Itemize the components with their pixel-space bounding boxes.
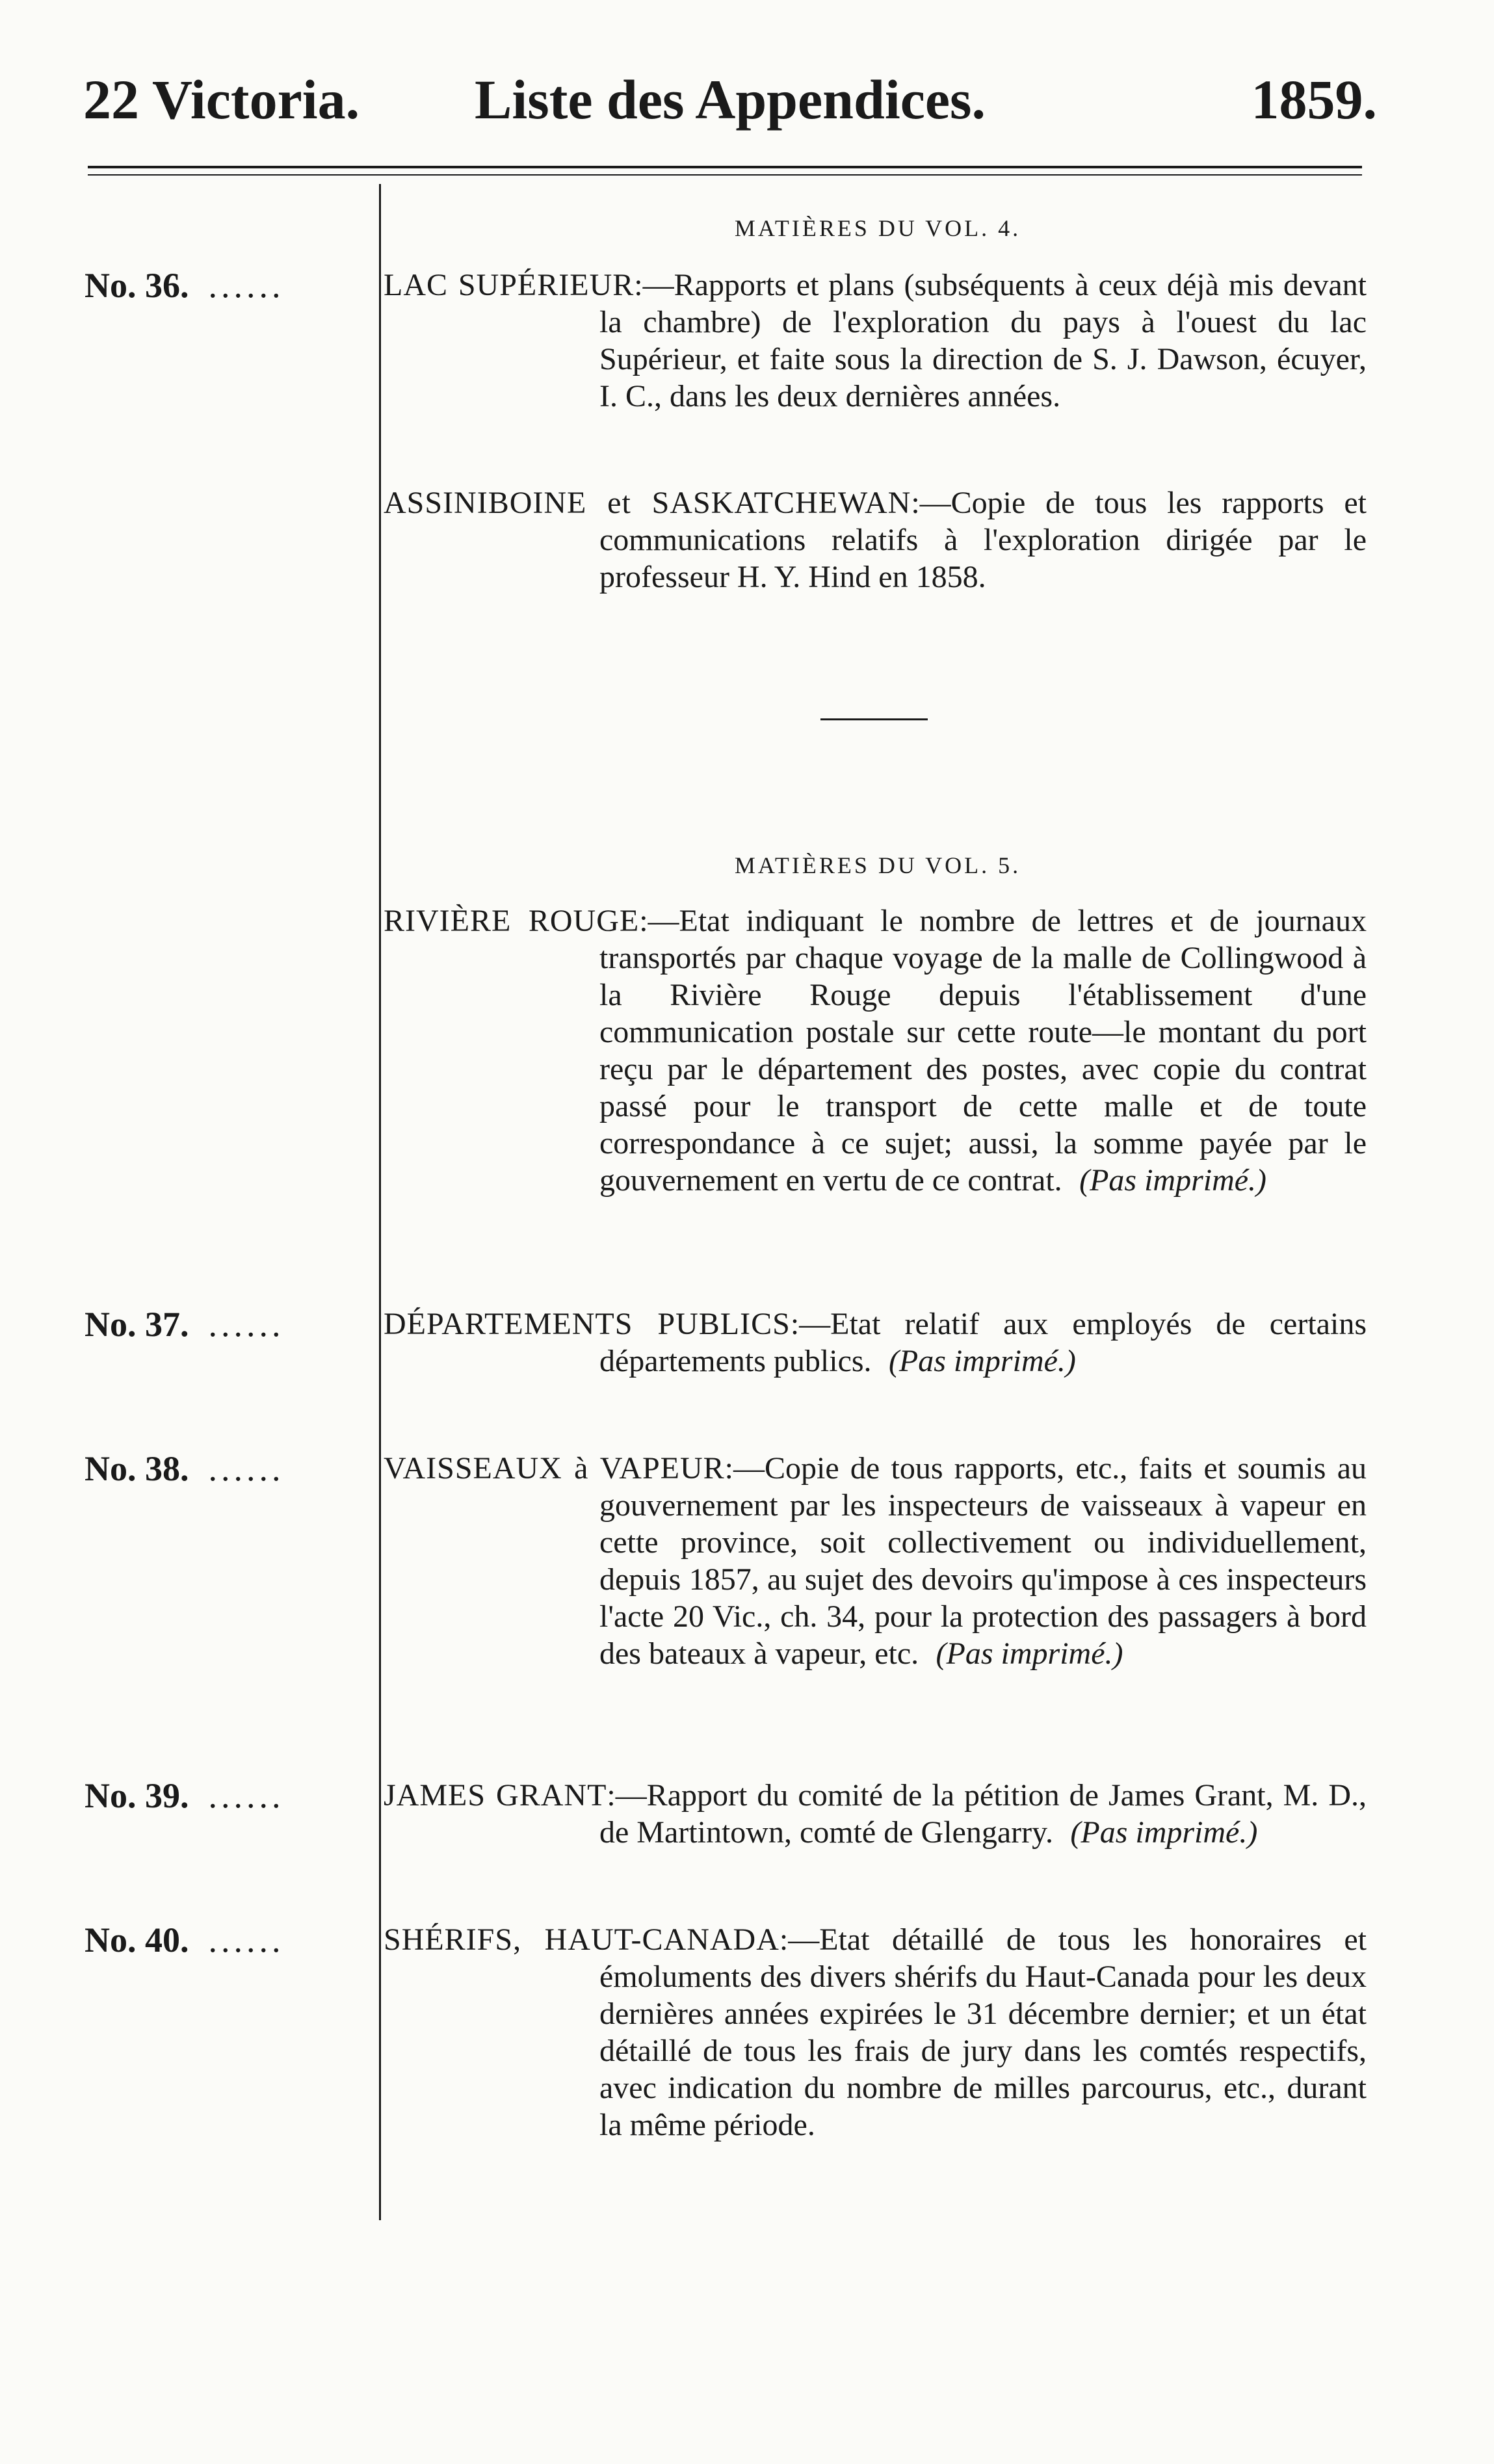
entry-title: RIVIÈRE ROUGE (384, 904, 640, 938)
appendix-entry (384, 267, 1367, 415)
header-rule (88, 166, 1362, 168)
entry-title: VAISSEAUX à VAPEUR (384, 1451, 725, 1486)
appendix-entry (384, 1777, 1367, 1851)
entry-text: :—Copie de tous rapports, etc., faits et soumis au gouvernement par les inspecteurs de vaisseaux à vapeur en cette province, soit collectivement ou individuellement, depuis 1857, au sujet des devoirs qu'impose à ces inspecteurs l'acte 20 Vic., ch. 34, pour la protection des passagers à bord des bateaux à vapeur, etc. (599, 1451, 1367, 1671)
entry-number: No. 37. ...... (85, 1305, 285, 1344)
entry-text: :—Etat relatif aux employés de certains départements publics. (599, 1307, 1367, 1378)
page-header (83, 64, 1377, 135)
entry-title: LAC SUPÉRIEUR (384, 268, 635, 302)
entry-title: JAMES GRANT (384, 1778, 607, 1813)
entry-title: DÉPARTEMENTS PUBLICS (384, 1307, 791, 1341)
header-volume: 22 Victoria. (83, 68, 360, 131)
entry-number: No. 40. ...... (85, 1920, 285, 1959)
appendix-entry (384, 1450, 1367, 1672)
entry-note: (Pas imprimé.) (936, 1636, 1123, 1671)
entry-text: :—Etat détaillé de tous les honoraires et émoluments des divers shérifs du Haut-Canada pour les deux dernières années expirées le 31 décembre dernier; et un état détaillé de tous les frais de jury dans les comtés respectifs, avec indication du nombre de milles parcourus, etc., durant la même période. (599, 1922, 1367, 2142)
entry-text: :—Rapports et plans (subséquents à ceux déjà mis devant la chambre) de l'exploration du pays à l'ouest du lac Supérieur, et faite sous la direction de S. J. Dawson, écuyer, I. C., dans les deux dernières années. (599, 268, 1367, 413)
entry-note: (Pas imprimé.) (1070, 1815, 1258, 1850)
section-heading-vol5: MATIÈRES DU VOL. 5. (734, 852, 1021, 878)
appendix-entry (384, 1305, 1367, 1380)
entry-note: (Pas imprimé.) (1079, 1163, 1267, 1198)
column-divider (379, 184, 381, 2220)
appendix-entry (384, 1921, 1367, 2143)
entry-text: :—Rapport du comité de la pétition de James Grant, M. D., de Martintown, comté de Glengarry. (599, 1778, 1367, 1850)
header-title: Liste des Appendices. (474, 68, 986, 131)
entry-number: No. 39. ...... (85, 1776, 285, 1815)
header-rule-thin (88, 174, 1362, 176)
entry-title: SHÉRIFS, HAUT-CANADA (384, 1922, 780, 1957)
entry-text: :—Copie de tous les rapports et communications relatifs à l'exploration dirigée par le professeur H. Y. Hind en 1858. (599, 486, 1367, 594)
entry-number: No. 38. ...... (85, 1449, 285, 1488)
entry-text: :—Etat indiquant le nombre de lettres et de journaux transportés par chaque voyage de la malle de Collingwood à la Rivière Rouge depuis l'établissement d'une communication postale sur cette route—le montant du port reçu par le département des postes, avec copie du contrat passé pour le transport de cette malle et de toute correspondance à ce sujet; aussi, la somme payée par le gouvernement en vertu de ce contrat. (599, 904, 1367, 1198)
section-separator (820, 718, 928, 720)
entry-note: (Pas imprimé.) (888, 1344, 1076, 1378)
appendix-entry (384, 902, 1367, 1199)
section-heading-vol4: MATIÈRES DU VOL. 4. (734, 215, 1021, 241)
entry-number: No. 36. ...... (85, 266, 285, 305)
appendix-entry (384, 484, 1367, 596)
entry-title: ASSINIBOINE et SASKATCHEWAN (384, 486, 911, 520)
header-year: 1859. (1251, 68, 1377, 131)
